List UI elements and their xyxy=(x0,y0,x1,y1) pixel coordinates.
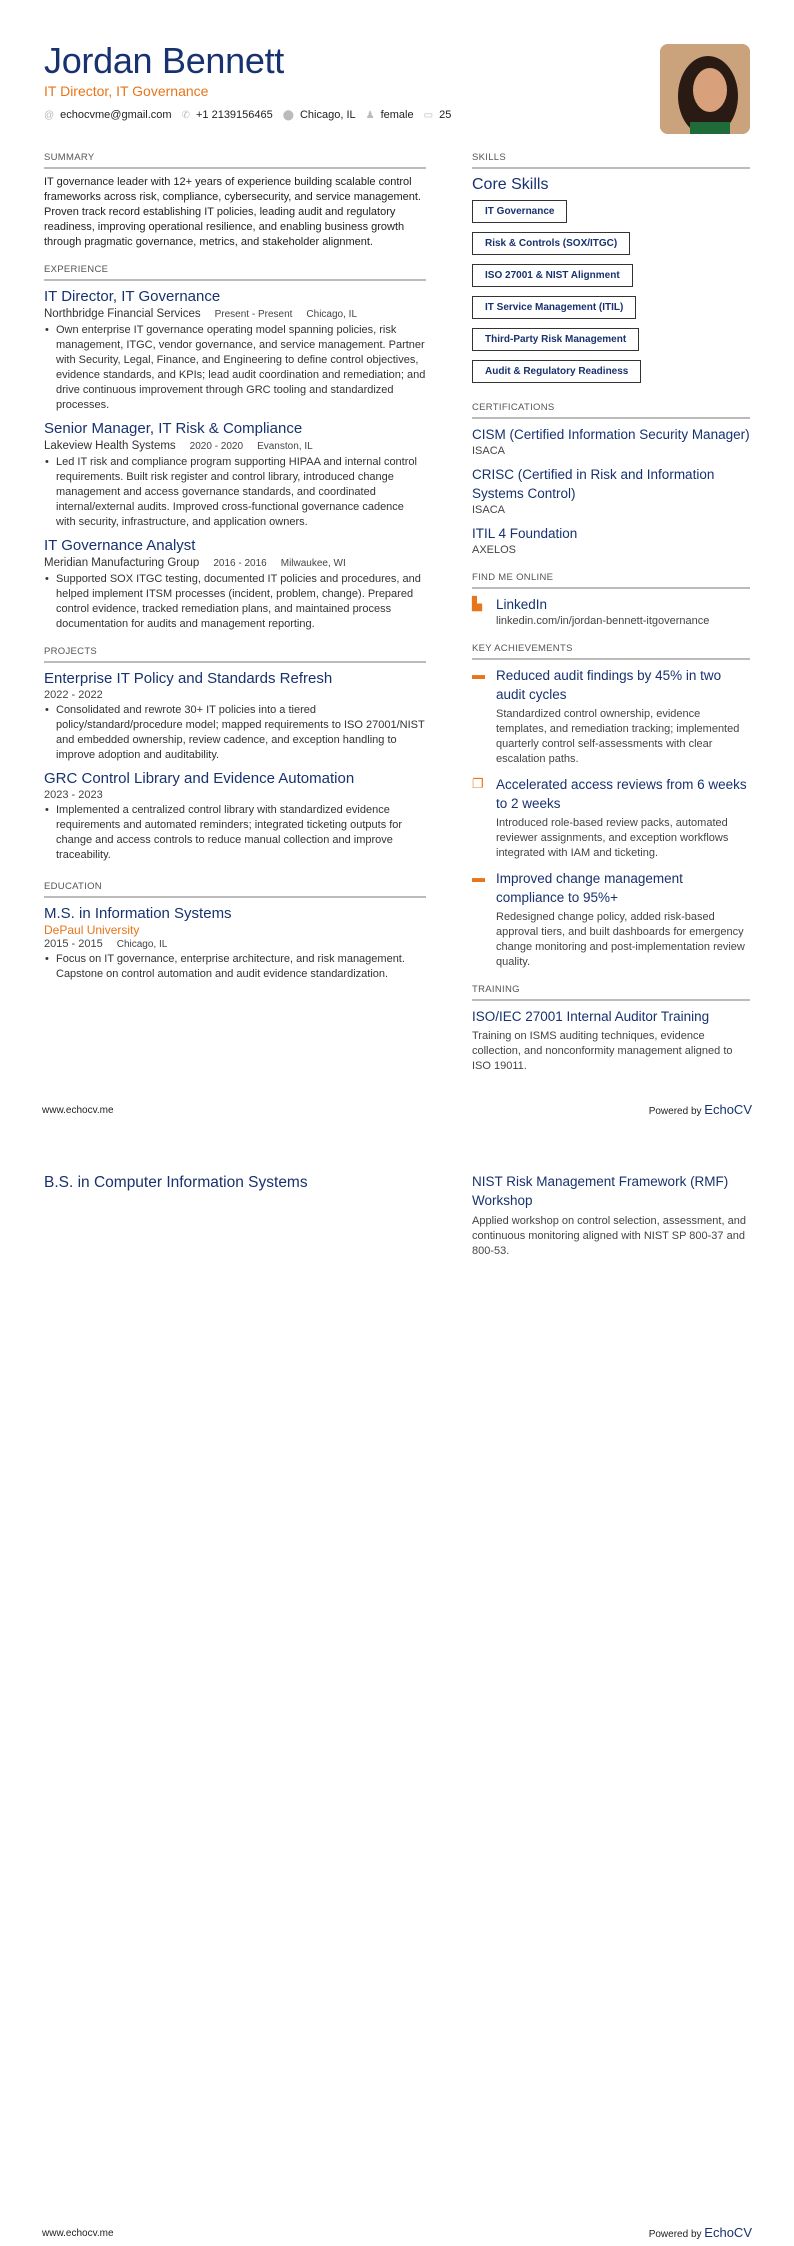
building-icon: ▙ xyxy=(472,596,482,611)
projects-section xyxy=(44,646,426,863)
job-dates: 2016 - 2016 xyxy=(213,558,267,569)
cert-name: CISM (Certified Information Security Manager) xyxy=(472,427,750,442)
speech-bubble-icon: ▬ xyxy=(472,667,485,682)
at-icon: @ xyxy=(44,109,55,121)
experience-item xyxy=(44,287,426,413)
footer-powered xyxy=(649,2225,752,2240)
experience-item xyxy=(44,536,426,632)
skill-chip: ISO 27001 & NIST Alignment xyxy=(472,264,633,287)
company: Northbridge Financial Services xyxy=(44,308,201,320)
job-dates: Present - Present xyxy=(214,309,293,320)
cert-issuer: AXELOS xyxy=(472,544,517,556)
footer-powered xyxy=(649,1102,752,1117)
education-item xyxy=(44,904,426,982)
job-bullet: • Led IT risk and compliance program supporting HIPAA and internal control requirements. Built risk register and control library, introduced change management and access governance standards, and coordinated internal/external audits. Improved cross-functional governance cadence with security, infrastructure, and application owners. xyxy=(44,455,426,530)
job-location: Chicago, IL xyxy=(306,309,358,320)
achievement-item xyxy=(472,666,750,767)
certifications-heading: CERTIFICATIONS xyxy=(472,402,750,419)
online-name[interactable]: LinkedIn xyxy=(496,597,548,612)
skill-chip: Third-Party Risk Management xyxy=(472,328,639,351)
cert-issuer: ISACA xyxy=(472,504,506,516)
edu-bullet: • Focus on IT governance, enterprise architecture, and risk management. Capstone on control automation and audit evidence standardization. xyxy=(44,952,426,982)
project-dates: 2022 - 2022 xyxy=(44,689,103,701)
project-item xyxy=(44,769,426,863)
achievement-text: Introduced role-based review packs, automated reviewer assignments, and exception workflows integrated with IAM and ticketing. xyxy=(496,817,729,859)
job-role: Senior Manager, IT Risk & Compliance xyxy=(44,420,303,437)
powered-by-text: Powered by xyxy=(648,2229,702,2240)
training-text: Applied workshop on control selection, assessment, and continuous monitoring aligned with NIST SP 800-37 and 800-53. xyxy=(472,1215,746,1257)
skill-chip: Risk & Controls (SOX/ITGC) xyxy=(472,232,630,255)
achievement-title: Improved change management compliance to 95%+ xyxy=(496,871,683,905)
job-dates: 2020 - 2020 xyxy=(189,441,244,452)
skill-chip: IT Service Management (ITIL) xyxy=(472,296,636,319)
company: Meridian Manufacturing Group xyxy=(44,557,200,569)
brand-logo: EchoCV xyxy=(704,2225,752,2240)
age: 25 xyxy=(439,109,452,121)
projects-heading: PROJECTS xyxy=(44,646,426,663)
degree: M.S. in Information Systems xyxy=(44,905,232,922)
edu-dates: 2015 - 2015 xyxy=(44,938,103,950)
achievement-text: Redesigned change policy, added risk-based approval tiers, and built dashboards for emergency change monitoring and post-implementation review quality. xyxy=(496,911,745,968)
skill-chip: IT Governance xyxy=(472,200,567,223)
experience-section xyxy=(44,264,426,632)
skill-chip: Audit & Regulatory Readiness xyxy=(472,360,641,383)
education-heading: EDUCATION xyxy=(44,881,426,898)
project-title: Enterprise IT Policy and Standards Refresh xyxy=(44,670,333,687)
gender: female xyxy=(380,109,414,121)
achievement-item xyxy=(472,869,750,970)
contact-bar xyxy=(44,109,451,121)
education-section xyxy=(44,881,426,982)
achievement-item xyxy=(472,775,750,861)
page2-left xyxy=(44,1173,426,1192)
achievement-title: Accelerated access reviews from 6 weeks to 2 weeks xyxy=(496,777,747,811)
training-section xyxy=(472,984,750,1074)
location: Chicago, IL xyxy=(299,109,356,121)
candidate-name: Jordan Bennett xyxy=(44,40,284,81)
documents-icon: ❐ xyxy=(472,776,484,791)
edu-location: Chicago, IL xyxy=(116,939,168,950)
job-role: IT Governance Analyst xyxy=(44,537,196,554)
project-bullet: • Implemented a centralized control library with standardized evidence requirements and automated reminders; integrated ticketing outputs for change and access controls to reduce manual collection and improve traceability. xyxy=(44,803,426,863)
training-title: ISO/IEC 27001 Internal Auditor Training xyxy=(472,1009,710,1024)
powered-by-text: Powered by xyxy=(648,1106,702,1117)
brand-logo: EchoCV xyxy=(704,1102,752,1117)
summary-text: IT governance leader with 12+ years of experience building scalable control frameworks across risk, compliance, cybersecurity, and service management. Proven track record establishing IT policies, leading audit and regulatory readiness, improving operational resilience, and enabling business growth through pragmatic governance, metrics, and stakeholder alignment. xyxy=(44,176,421,248)
footer-site[interactable]: www.echocv.me xyxy=(42,1105,114,1116)
skills-heading: SKILLS xyxy=(472,152,750,169)
page2-right xyxy=(472,1172,750,1259)
job-location: Evanston, IL xyxy=(257,441,313,452)
profile-photo xyxy=(660,44,750,134)
job-bullet: • Supported SOX ITGC testing, documented IT policies and procedures, and helped implement ITSM processes (incident, problem, change). Prepared control evidence, tracked remediation plans, and maintained process documentation for audits and management reporting. xyxy=(44,572,426,632)
online-section xyxy=(472,572,750,629)
training-title: NIST Risk Management Framework (RMF) Workshop xyxy=(472,1174,729,1208)
degree: B.S. in Computer Information Systems xyxy=(44,1174,308,1191)
calendar-icon: ▭ xyxy=(423,109,434,121)
online-item[interactable] xyxy=(472,595,750,629)
project-item xyxy=(44,669,426,763)
skills-group-title: Core Skills xyxy=(472,176,549,193)
cert-name: CRISC (Certified in Risk and Information Systems Control) xyxy=(472,467,715,501)
certifications-section xyxy=(472,402,750,558)
job-bullet: • Own enterprise IT governance operating model spanning policies, risk management, ITGC, vendor governance, and service management. Partner with Security, Legal, Finance, and Engineering to define control objectives, evidence standards, and KPIs; lead audit coordination and remediation; and drive continuous improvement through GRC tooling and standardized processes. xyxy=(44,323,426,413)
project-bullet: • Consolidated and rewrote 30+ IT policies into a tiered policy/standard/procedure model; mapped requirements to ISO 27001/NIST and embedded ownership, review cadence, and exception handling to improve adoption and auditability. xyxy=(44,703,426,763)
summary-section xyxy=(44,152,426,250)
candidate-title: IT Director, IT Governance xyxy=(44,83,209,99)
achievement-text: Standardized control ownership, evidence templates, and remediation tracking; implemented quarterly control self-assessments with clear escalation paths. xyxy=(496,708,740,765)
achievement-title: Reduced audit findings by 45% in two audit cycles xyxy=(496,668,722,702)
project-title: GRC Control Library and Evidence Automation xyxy=(44,770,355,787)
achievements-section xyxy=(472,643,750,970)
job-location: Milwaukee, WI xyxy=(280,558,346,569)
footer-site[interactable]: www.echocv.me xyxy=(42,2228,114,2239)
training-heading: TRAINING xyxy=(472,984,750,1001)
project-dates: 2023 - 2023 xyxy=(44,789,103,801)
achievements-heading: KEY ACHIEVEMENTS xyxy=(472,643,750,660)
experience-item xyxy=(44,419,426,530)
email[interactable]: echocvme@gmail.com xyxy=(60,109,172,121)
cert-issuer: ISACA xyxy=(472,445,506,457)
online-url[interactable]: linkedin.com/in/jordan-bennett-itgovernance xyxy=(496,615,710,627)
location-icon: ⬤ xyxy=(282,109,294,121)
comment-icon: ▬ xyxy=(472,870,485,885)
company: Lakeview Health Systems xyxy=(44,440,176,452)
experience-heading: EXPERIENCE xyxy=(44,264,426,281)
skills-section xyxy=(472,152,750,392)
phone-icon: ✆ xyxy=(181,109,190,121)
training-text: Training on ISMS auditing techniques, evidence collection, and nonconformity management aligned to ISO 19011. xyxy=(472,1030,733,1072)
summary-heading: SUMMARY xyxy=(44,152,426,169)
cert-name: ITIL 4 Foundation xyxy=(472,526,578,541)
online-heading: FIND ME ONLINE xyxy=(472,572,750,589)
school: DePaul University xyxy=(44,923,140,937)
job-role: IT Director, IT Governance xyxy=(44,288,221,305)
phone[interactable]: +1 2139156465 xyxy=(195,109,273,121)
person-icon: ♟ xyxy=(365,109,375,121)
